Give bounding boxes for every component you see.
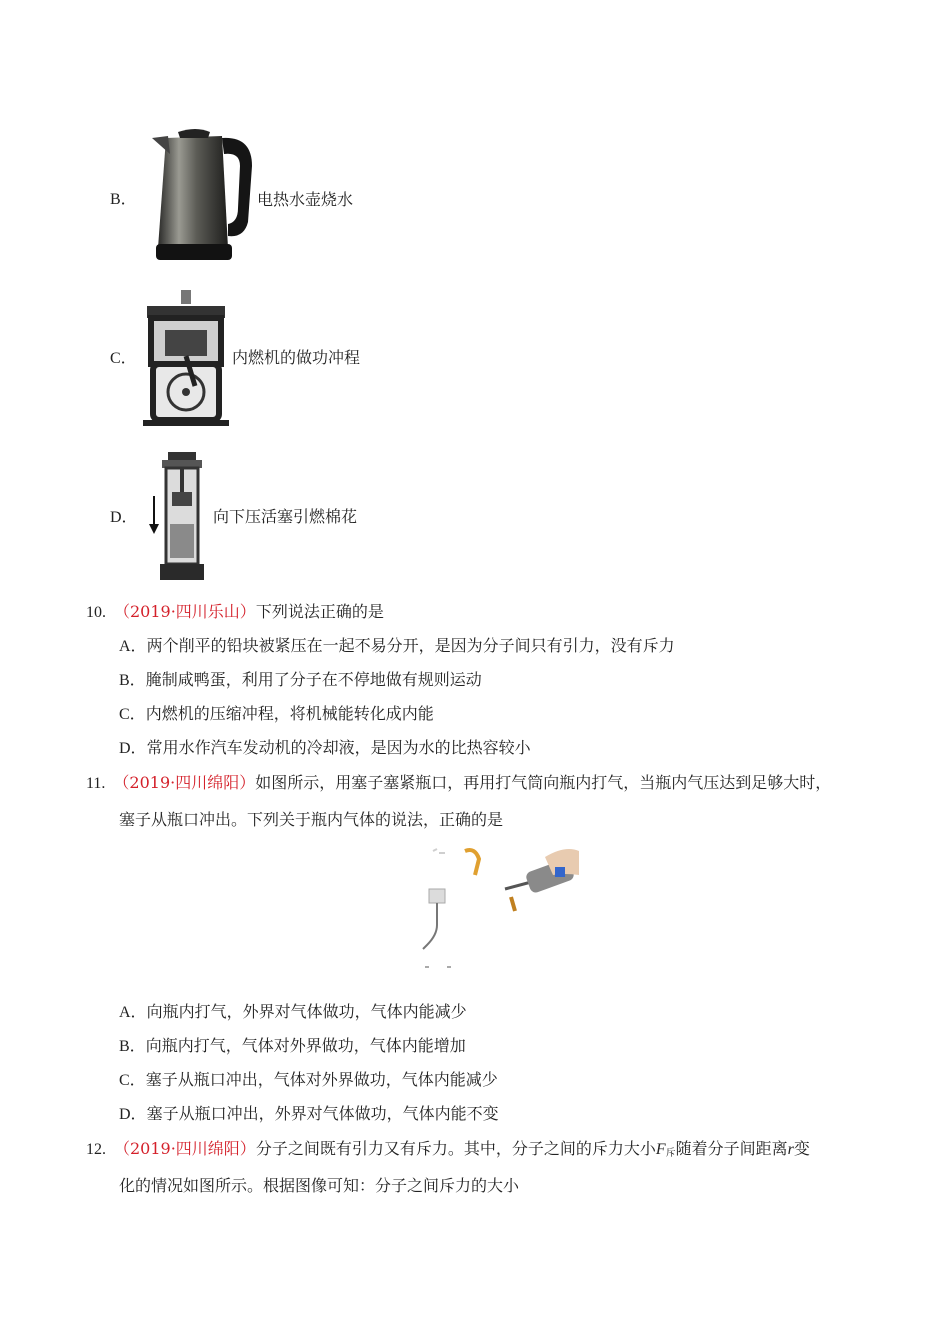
question-stem-line1: 如图所示，用塞子塞紧瓶口，再用打气筒向瓶内打气，当瓶内气压达到足够大时， <box>255 773 832 792</box>
symbol-force: F <box>655 1141 666 1158</box>
option-letter-c: C． <box>110 350 137 367</box>
question-number: 12. <box>86 1141 106 1158</box>
option-letter-d: D． <box>110 509 138 526</box>
symbol-subscript: 斥 <box>665 1148 676 1159</box>
question-11-stem <box>86 773 831 794</box>
caption-engine: 内燃机的做功冲程 <box>232 348 361 367</box>
question-number: 11. <box>86 775 106 792</box>
caption-kettle: 电热水壶烧水 <box>257 190 354 209</box>
q10-option-a: A．两个削平的铅块被紧压在一起不易分开，是因为分子间只有引力，没有斥力 <box>119 636 675 655</box>
q10-option-b: B．腌制咸鸭蛋，利用了分子在不停地做有规则运动 <box>119 670 482 689</box>
question-source: （2019·四川绵阳） <box>113 773 256 792</box>
q10-option-d: D．常用水作汽车发动机的冷却液，是因为水的比热容较小 <box>119 738 531 757</box>
q10-option-c: C．内燃机的压缩冲程，将机械能转化成内能 <box>119 704 434 723</box>
engine-power-stroke-illustration <box>143 290 229 428</box>
question-11-stem-line2: 塞子从瓶口冲出。下列关于瓶内气体的说法，正确的是 <box>119 810 504 829</box>
question-12-stem: 12. （2019·四川绵阳）分子之间既有引力又有斥力。其中，分子之间的斥力大小$F_斥$随着分子间距离r变 <box>86 1139 810 1159</box>
compression-cylinder-illustration <box>148 452 212 584</box>
question-number: 10. <box>86 604 106 621</box>
bottle-pump-illustration <box>415 845 581 975</box>
q11-option-d: D．塞子从瓶口冲出，外界对气体做功，气体内能不变 <box>119 1104 499 1123</box>
question-10-stem <box>86 602 384 623</box>
q11-option-b: B．向瓶内打气，气体对外界做功，气体内能增加 <box>119 1036 466 1055</box>
question-stem: 下列说法正确的是 <box>255 602 384 621</box>
caption-cylinder: 向下压活塞引燃棉花 <box>213 507 358 526</box>
question-12-stem-line2: 化的情况如图所示。根据图像可知：分子之间斥力的大小 <box>119 1176 520 1195</box>
option-letter-b: B． <box>110 191 137 208</box>
q11-option-c: C．塞子从瓶口冲出，气体对外界做功，气体内能减少 <box>119 1070 498 1089</box>
electric-kettle-illustration <box>148 126 256 264</box>
symbol-distance: r <box>787 1141 794 1158</box>
q11-option-a: A．向瓶内打气，外界对气体做功，气体内能减少 <box>119 1002 467 1021</box>
question-source: （2019·四川乐山） <box>114 602 256 621</box>
question-source: （2019·四川绵阳） <box>114 1139 256 1158</box>
